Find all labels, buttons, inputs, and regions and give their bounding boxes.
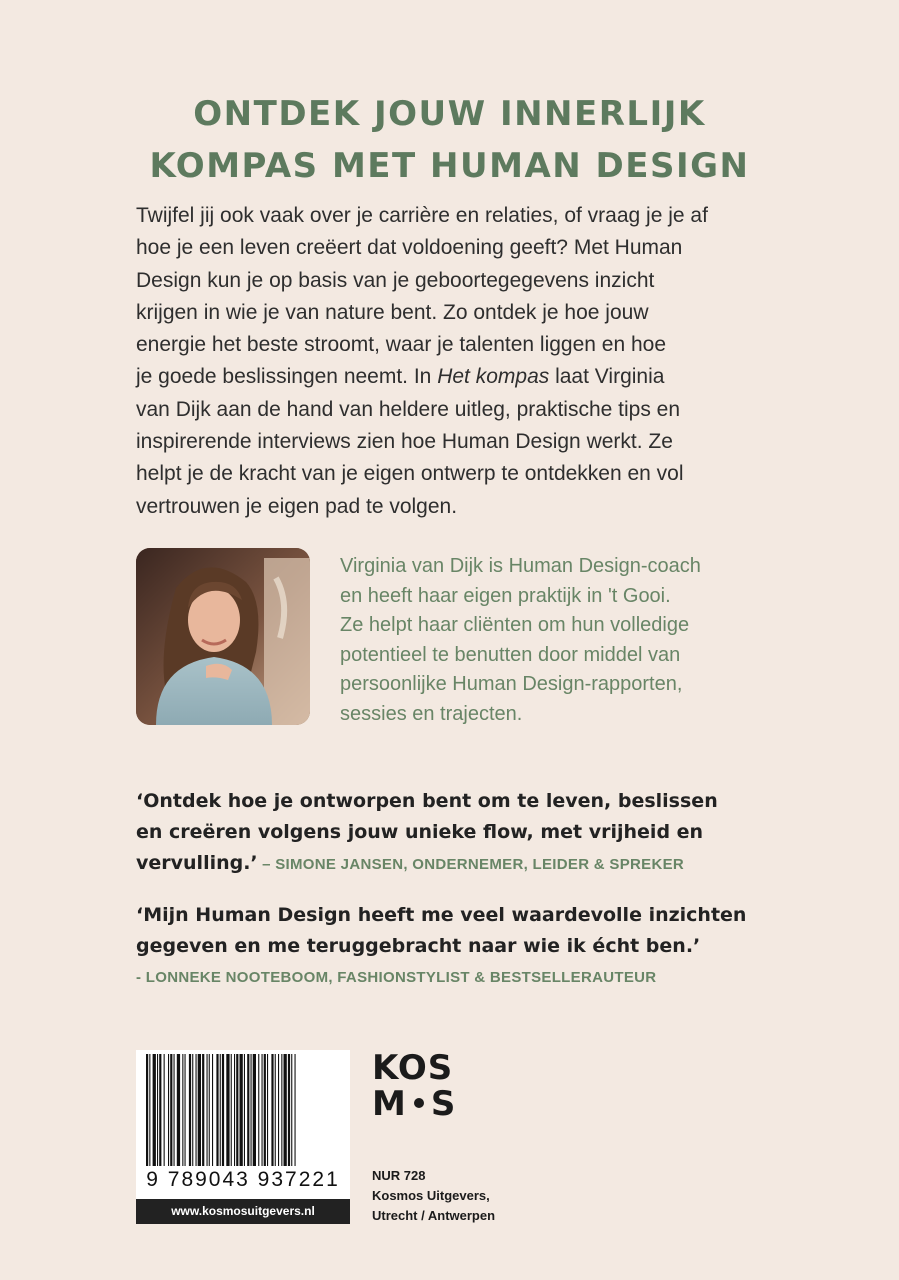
logo-line-2 (372, 1086, 456, 1122)
bio-line: Ze helpt haar cliënten om hun volledige (340, 614, 690, 636)
barcode-bars (142, 1054, 344, 1166)
quote-line: vervulling.’ (136, 852, 258, 874)
quote-line: en creëren volgens jouw unieke flow, met vrijheid en (136, 821, 704, 843)
barcode-bar (202, 1054, 204, 1166)
barcode-bar (185, 1054, 186, 1166)
barcode-bar (220, 1054, 221, 1166)
barcode-bar (251, 1054, 252, 1166)
barcode-bar (168, 1054, 169, 1166)
quote-line: ‘Mijn Human Design heeft me veel waardevolle inzichten (136, 904, 747, 926)
quote-attribution: - LONNEKE NOOTEBOOM, FASHIONSTYLIST & BESTSELLERAUTEUR (136, 969, 657, 986)
barcode-bar (196, 1054, 197, 1166)
logo-dot-icon (414, 1098, 424, 1108)
bio-line: Virginia van Dijk is Human Design-coach (340, 555, 701, 577)
author-bio (340, 552, 810, 729)
bio-line: en heeft haar eigen praktijk in 't Gooi. (340, 584, 671, 607)
barcode-bar (278, 1054, 279, 1166)
barcode-bar (258, 1054, 259, 1166)
logo-line-1: KOS (372, 1048, 454, 1088)
blurb-line: hoe je een leven creëert dat voldoening geeft? Met Human (136, 236, 683, 260)
barcode-bar (284, 1054, 287, 1166)
barcode-bar (236, 1054, 238, 1166)
blurb-line-with-title (136, 361, 776, 393)
barcode-bar (207, 1054, 208, 1166)
blurb-line: je goede beslissingen neemt. In (136, 365, 438, 389)
barcode-bar (264, 1054, 266, 1166)
quote-attribution: – SIMONE JANSEN, ONDERNEMER, LEIDER & SPREKER (257, 856, 685, 873)
barcode-bar (189, 1054, 191, 1166)
quote-line: ‘Ontdek hoe je ontworpen bent om te leven, beslissen (136, 790, 718, 812)
heading-line-2: KOMPAS MET HUMAN DESIGN (149, 146, 750, 186)
author-photo-illustration (136, 548, 310, 725)
blurb-line: helpt je de kracht van je eigen ontwerp te ontdekken en vol (136, 462, 684, 486)
barcode-bar (262, 1054, 263, 1166)
bio-line: sessies en trajecten. (340, 702, 523, 725)
logo-letter-m: M (372, 1084, 407, 1124)
barcode-bar (267, 1054, 268, 1166)
publisher-city: Utrecht / Antwerpen (372, 1208, 496, 1223)
barcode-bar (240, 1054, 243, 1166)
kosmos-logo (372, 1050, 456, 1122)
barcode-bar (212, 1054, 213, 1166)
publisher-imprint (372, 1166, 495, 1226)
barcode-bar (234, 1054, 235, 1166)
barcode-bar (247, 1054, 249, 1166)
barcode-bar (291, 1054, 292, 1166)
barcode-bar (146, 1054, 148, 1166)
barcode-bar (164, 1054, 165, 1166)
barcode-bar (226, 1054, 229, 1166)
blurb-line: Design kun je op basis van je geboortegegevens inzicht (136, 268, 655, 292)
bio-line: persoonlijke Human Design-rapporten, (340, 673, 683, 695)
barcode-bar (149, 1054, 150, 1166)
quote-line-with-attribution (136, 848, 796, 880)
barcode-bar (182, 1054, 183, 1166)
barcode-bar (157, 1054, 158, 1166)
barcode-bar (231, 1054, 232, 1166)
barcode-bar (174, 1054, 175, 1166)
bio-line: potentieel te benutten door middel van (340, 643, 681, 666)
barcode-bar (271, 1054, 273, 1166)
barcode-bar (275, 1054, 276, 1166)
blurb-line: inspirerende interviews zien hoe Human Design werkt. Ze (136, 430, 673, 454)
barcode-bar (153, 1054, 156, 1166)
barcode-bar (295, 1054, 296, 1166)
back-cover-heading (0, 88, 899, 192)
heading-line-1: ONTDEK JOUW INNERLIJK (193, 94, 706, 134)
barcode-bar (216, 1054, 218, 1166)
endorsement-quote (136, 786, 796, 880)
nur-code: NUR 728 (372, 1168, 426, 1183)
publisher-name: Kosmos Uitgevers, (372, 1188, 490, 1203)
barcode-bar (244, 1054, 245, 1166)
logo-letter-s: S (430, 1084, 457, 1124)
barcode-bar (177, 1054, 180, 1166)
barcode-bar (170, 1054, 172, 1166)
blurb-line-end: laat Virginia (549, 365, 665, 389)
blurb-line: energie het beste stroomt, waar je talenten liggen en hoe (136, 333, 667, 357)
blurb-line: vertrouwen je eigen pad te volgen. (136, 494, 458, 518)
barcode-bar (209, 1054, 210, 1166)
barcode-bar (159, 1054, 161, 1166)
endorsement-quote (136, 900, 796, 993)
author-photo (136, 548, 310, 725)
barcode-bar (222, 1054, 224, 1166)
barcode-bar (198, 1054, 201, 1166)
blurb-line: van Dijk aan de hand van heldere uitleg, praktische tips en (136, 397, 681, 421)
blurb-line: krijgen in wie je van nature bent. Zo ontdek je hoe jouw (136, 300, 649, 324)
book-title-inline: Het kompas (437, 365, 550, 389)
quote-line: gegeven en me teruggebracht naar wie ik écht ben.’ (136, 935, 701, 957)
barcode-bar (281, 1054, 282, 1166)
blurb-line: Twijfel jij ook vaak over je carrière en relaties, of vraag je je af (136, 204, 708, 227)
isbn-barcode (136, 1050, 350, 1224)
barcode-bar (253, 1054, 256, 1166)
book-blurb (136, 200, 776, 523)
barcode-bar (192, 1054, 193, 1166)
barcode-bar (288, 1054, 290, 1166)
isbn-number: 9 789043 937221 (146, 1168, 340, 1191)
publisher-url: www.kosmosuitgevers.nl (136, 1199, 350, 1224)
